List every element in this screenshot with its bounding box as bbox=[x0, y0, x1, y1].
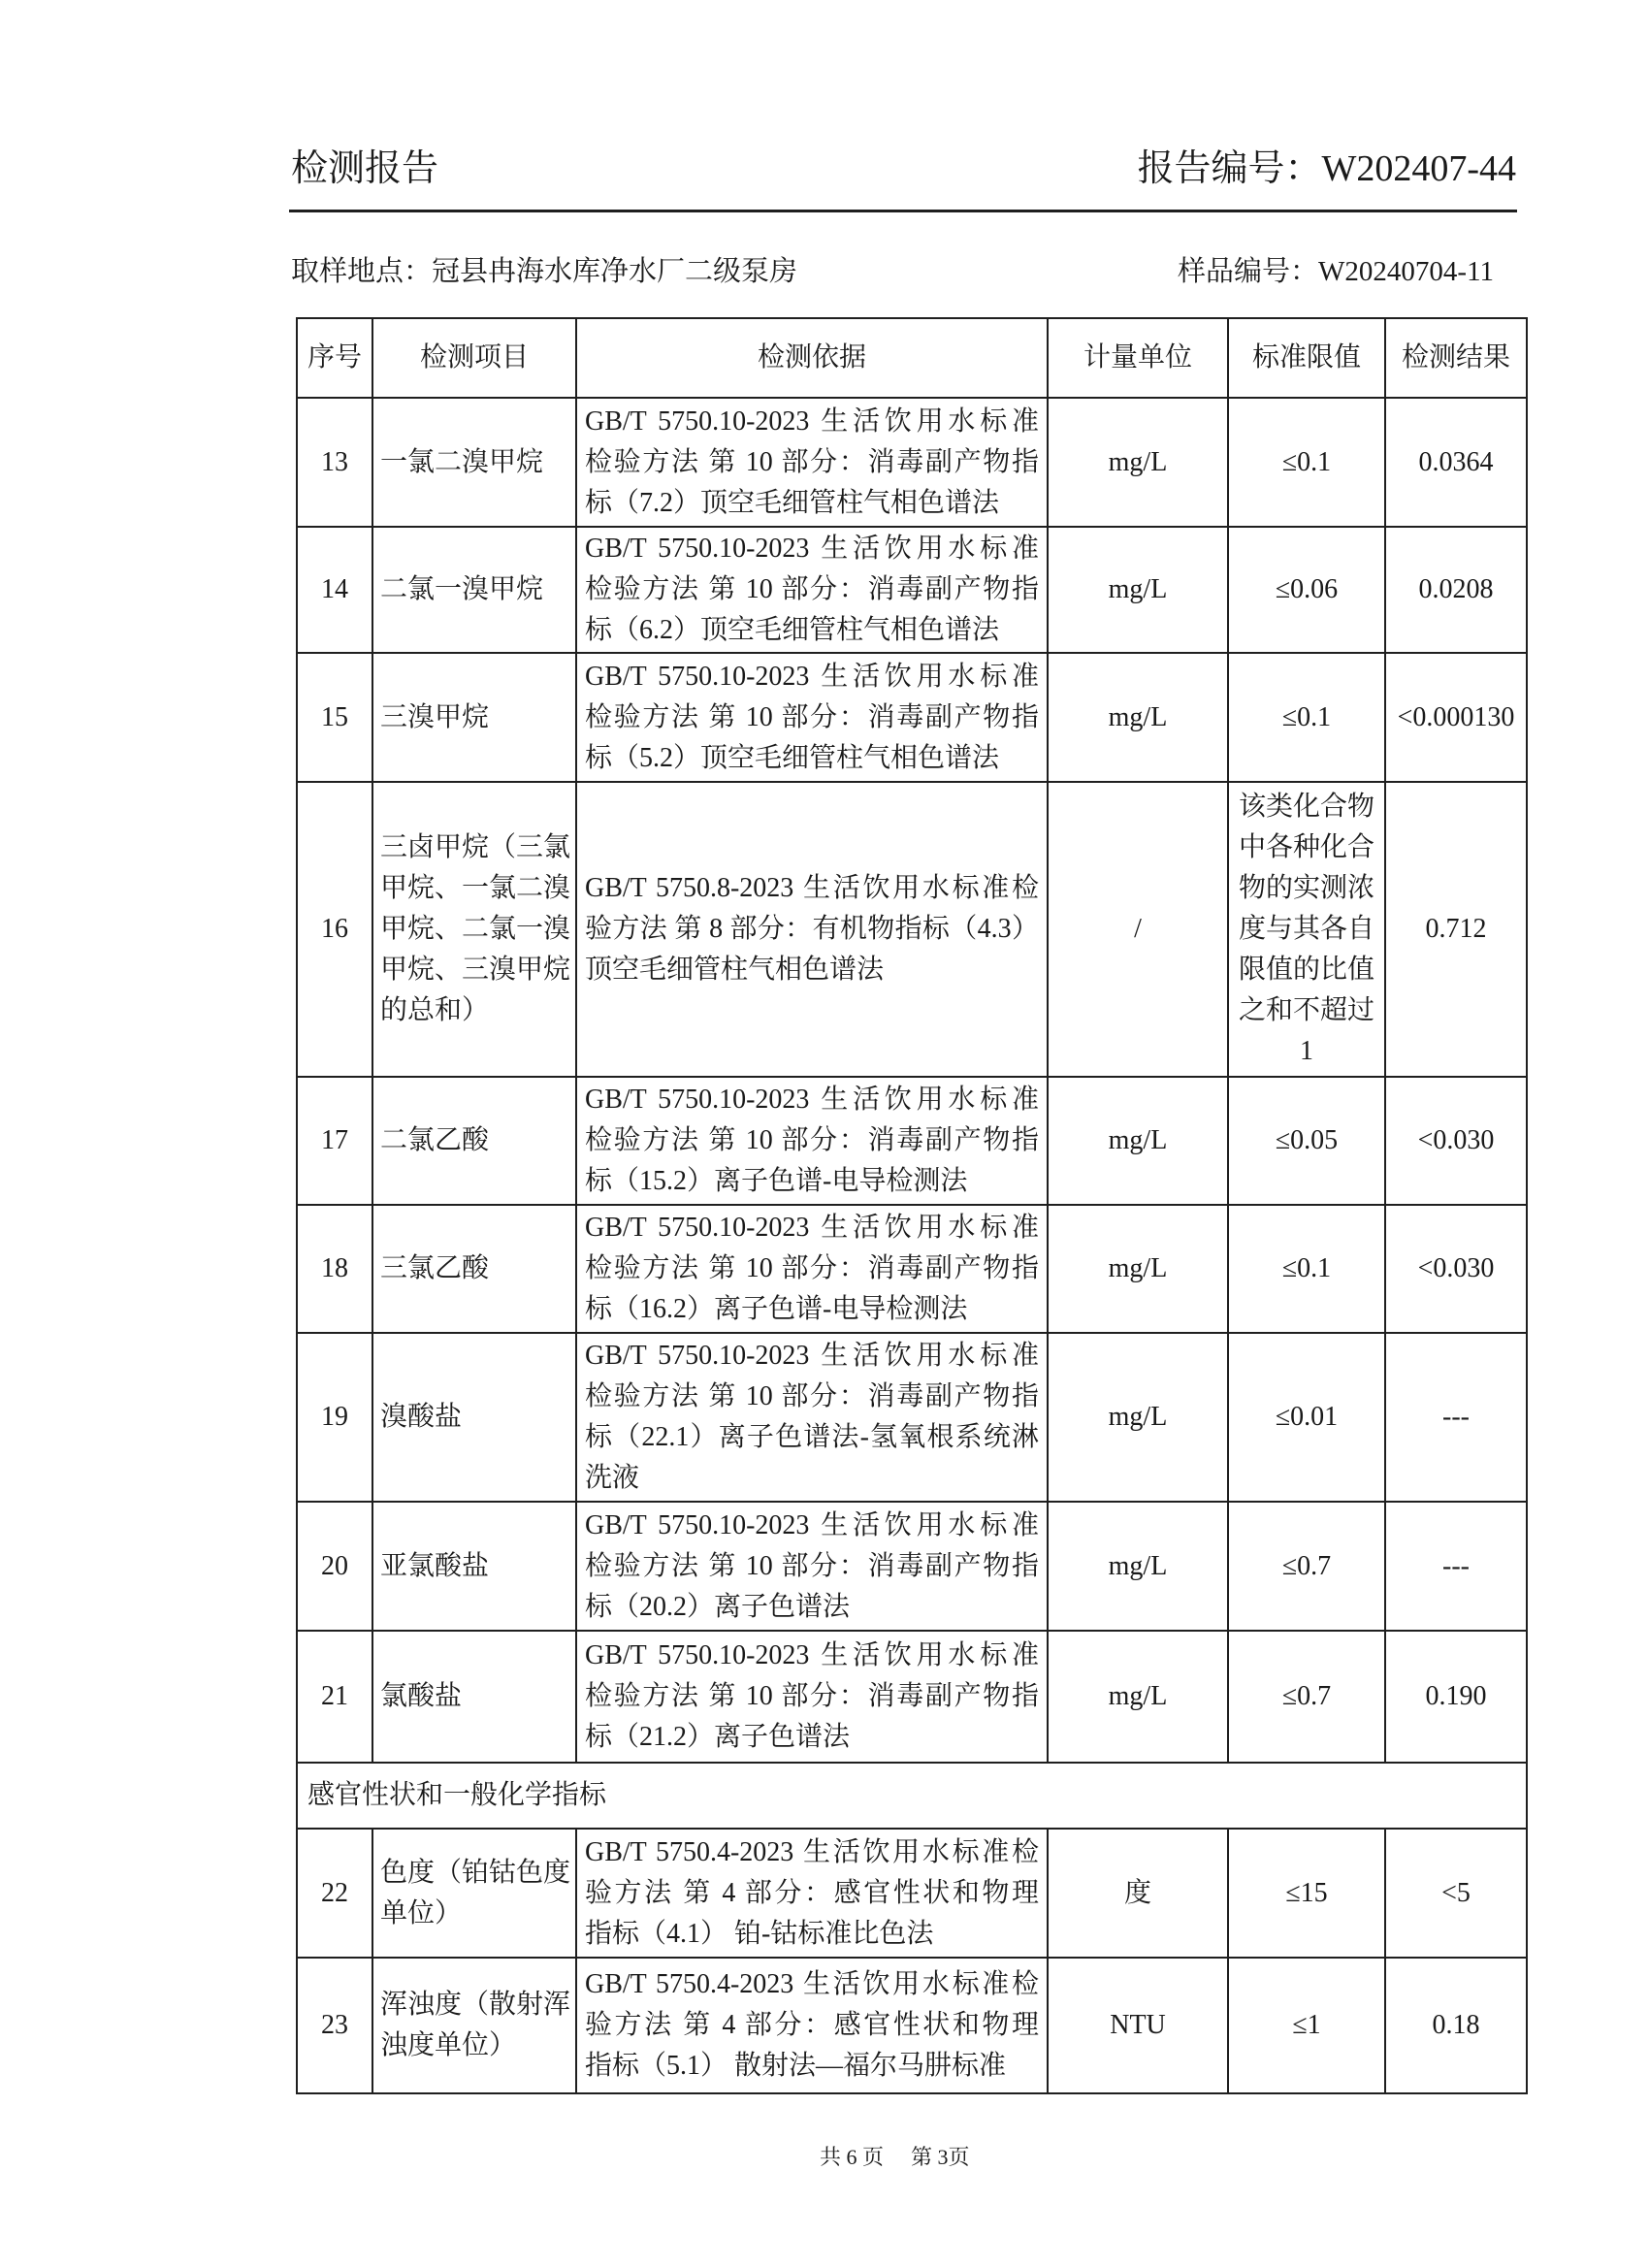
page-total: 共 6 页 bbox=[820, 2145, 885, 2169]
cell-line: 二氯乙酸 bbox=[380, 1125, 490, 1155]
sampling-site bbox=[291, 250, 797, 293]
cell-unit: 度 bbox=[1048, 1829, 1228, 1958]
table-row bbox=[297, 1205, 1527, 1333]
cell-line: GB/T 5750.10-2023 生活饮用水标准 bbox=[585, 661, 1039, 692]
cell-line: 验方法 第 8 部分：有机物指标（4.3） bbox=[585, 914, 1039, 944]
cell-line: 浊度单位） bbox=[380, 2030, 517, 2060]
cell-line: GB/T 5750.10-2023 生活饮用水标准 bbox=[585, 405, 1039, 437]
cell-line: ≤0.06 bbox=[1275, 574, 1339, 604]
cell-unit: mg/L bbox=[1048, 1631, 1228, 1763]
report-header bbox=[291, 142, 1516, 196]
table-row bbox=[297, 1502, 1527, 1631]
cell-line: ≤0.1 bbox=[1281, 701, 1332, 732]
cell-line: ≤0.05 bbox=[1275, 1125, 1339, 1155]
cell-item bbox=[372, 1077, 576, 1205]
cell-limit bbox=[1228, 1333, 1385, 1502]
cell-line: 1 bbox=[1300, 1036, 1313, 1066]
cell-limit bbox=[1228, 1077, 1385, 1205]
cell-result: <5 bbox=[1385, 1829, 1527, 1958]
report-number-value: W202407-44 bbox=[1321, 148, 1516, 189]
cell-item bbox=[372, 398, 576, 527]
cell-line: 三卤甲烷（三氯 bbox=[380, 832, 571, 862]
cell-line: 标（20.2）离子色谱法 bbox=[585, 1591, 851, 1622]
cell-line: 标（16.2）离子色谱-电导检测法 bbox=[585, 1294, 968, 1324]
cell-line: 检验方法 第 10 部分：消毒副产物指 bbox=[585, 1550, 1039, 1581]
cell-line: 浑浊度（散射浑 bbox=[380, 1990, 571, 2020]
cell-unit: mg/L bbox=[1048, 527, 1228, 653]
cell-item bbox=[372, 1502, 576, 1631]
cell-line: 二氯一溴甲烷 bbox=[380, 574, 544, 604]
report-number-label: 报告编号： bbox=[1137, 148, 1322, 189]
cell-basis bbox=[576, 527, 1048, 653]
cell-line: GB/T 5750.10-2023 生活饮用水标准 bbox=[585, 1341, 1039, 1371]
cell-line: GB/T 5750.10-2023 生活饮用水标准 bbox=[585, 1509, 1039, 1540]
cell-item bbox=[372, 527, 576, 653]
cell-result: <0.030 bbox=[1385, 1205, 1527, 1333]
sample-number bbox=[1178, 250, 1494, 293]
cell-line: GB/T 5750.10-2023 生活饮用水标准 bbox=[585, 1640, 1039, 1670]
cell-line: 亚氯酸盐 bbox=[380, 1550, 490, 1581]
cell-limit bbox=[1228, 1502, 1385, 1631]
table-row bbox=[297, 653, 1527, 782]
cell-result: 0.0208 bbox=[1385, 527, 1527, 653]
cell-result: 0.18 bbox=[1385, 1958, 1527, 2093]
cell-number: 19 bbox=[297, 1333, 372, 1502]
cell-line: 检验方法 第 10 部分：消毒副产物指 bbox=[585, 1253, 1039, 1283]
cell-line: 一氯二溴甲烷 bbox=[380, 446, 544, 477]
cell-line: GB/T 5750.4-2023 生活饮用水标准检 bbox=[585, 1836, 1039, 1867]
cell-result: --- bbox=[1385, 1333, 1527, 1502]
cell-line: ≤15 bbox=[1285, 1877, 1328, 1908]
cell-unit: mg/L bbox=[1048, 653, 1228, 782]
table-row bbox=[297, 1631, 1527, 1763]
cell-line: ≤1 bbox=[1292, 2010, 1321, 2040]
cell-line: 的总和） bbox=[380, 995, 490, 1025]
cell-number: 13 bbox=[297, 398, 372, 527]
cell-line: GB/T 5750.10-2023 生活饮用水标准 bbox=[585, 1085, 1039, 1115]
column-header: 序号 bbox=[297, 318, 372, 398]
cell-line: 检验方法 第 10 部分：消毒副产物指 bbox=[585, 1381, 1039, 1411]
cell-line: 甲烷、一氯二溴 bbox=[380, 873, 571, 903]
section-title: 感官性状和一般化学指标 bbox=[297, 1763, 1527, 1829]
sampling-site-label: 取样地点： bbox=[291, 256, 433, 287]
cell-line: 检验方法 第 10 部分：消毒副产物指 bbox=[585, 701, 1039, 732]
cell-unit: mg/L bbox=[1048, 1077, 1228, 1205]
table-header-row bbox=[297, 318, 1527, 398]
cell-item bbox=[372, 1958, 576, 2093]
cell-basis bbox=[576, 1631, 1048, 1763]
cell-line: 标（5.2）顶空毛细管柱气相色谱法 bbox=[585, 742, 1000, 773]
cell-line: 标（6.2）顶空毛细管柱气相色谱法 bbox=[585, 615, 1000, 645]
cell-limit bbox=[1228, 653, 1385, 782]
cell-item bbox=[372, 653, 576, 782]
table-row bbox=[297, 782, 1527, 1077]
cell-basis bbox=[576, 1829, 1048, 1958]
cell-item bbox=[372, 1829, 576, 1958]
sampling-site-value: 冠县冉海水库净水厂二级泵房 bbox=[432, 256, 798, 287]
cell-basis bbox=[576, 1205, 1048, 1333]
cell-line: ≤0.1 bbox=[1281, 446, 1332, 477]
cell-basis bbox=[576, 653, 1048, 782]
cell-line: 标（15.2）离子色谱-电导检测法 bbox=[585, 1166, 968, 1196]
cell-limit bbox=[1228, 527, 1385, 653]
cell-unit: NTU bbox=[1048, 1958, 1228, 2093]
cell-unit: mg/L bbox=[1048, 1333, 1228, 1502]
cell-line: 验方法 第 4 部分：感官性状和物理 bbox=[585, 2010, 1039, 2040]
sample-info bbox=[291, 250, 1494, 293]
cell-line: 三氯乙酸 bbox=[380, 1253, 490, 1283]
table-row bbox=[297, 1829, 1527, 1958]
table-row bbox=[297, 1333, 1527, 1502]
cell-line: ≤0.7 bbox=[1281, 1681, 1332, 1711]
cell-limit bbox=[1228, 1631, 1385, 1763]
cell-line: 物的实测浓 bbox=[1238, 873, 1374, 903]
cell-number: 18 bbox=[297, 1205, 372, 1333]
table-row bbox=[297, 1958, 1527, 2093]
sample-number-label: 样品编号： bbox=[1178, 256, 1319, 287]
cell-number: 22 bbox=[297, 1829, 372, 1958]
cell-basis bbox=[576, 1958, 1048, 2093]
cell-line: GB/T 5750.10-2023 生活饮用水标准 bbox=[585, 534, 1039, 564]
cell-number: 23 bbox=[297, 1958, 372, 2093]
cell-result: 0.712 bbox=[1385, 782, 1527, 1077]
table-row bbox=[297, 398, 1527, 527]
report-number bbox=[1137, 142, 1516, 196]
cell-result: 0.0364 bbox=[1385, 398, 1527, 527]
cell-line: 指标（5.1） 散射法—福尔马肼标准 bbox=[585, 2051, 1007, 2081]
cell-line: 验方法 第 4 部分：感官性状和物理 bbox=[585, 1877, 1039, 1908]
cell-line: 中各种化合 bbox=[1238, 832, 1374, 862]
cell-line: 三溴甲烷 bbox=[380, 701, 490, 732]
cell-limit bbox=[1228, 1829, 1385, 1958]
sample-number-value: W20240704-11 bbox=[1318, 256, 1494, 287]
cell-basis bbox=[576, 1077, 1048, 1205]
cell-line: 顶空毛细管柱气相色谱法 bbox=[585, 955, 885, 985]
table-body bbox=[297, 398, 1527, 2093]
column-header: 检测结果 bbox=[1385, 318, 1527, 398]
cell-result: --- bbox=[1385, 1502, 1527, 1631]
cell-line: 溴酸盐 bbox=[380, 1402, 463, 1432]
header-divider bbox=[289, 210, 1517, 212]
cell-line: ≤0.01 bbox=[1275, 1402, 1339, 1432]
cell-line: 标（7.2）顶空毛细管柱气相色谱法 bbox=[585, 487, 1000, 518]
cell-line: 氯酸盐 bbox=[380, 1681, 463, 1711]
cell-limit bbox=[1228, 782, 1385, 1077]
cell-line: 之和不超过 bbox=[1238, 995, 1374, 1025]
cell-line: 指标（4.1） 铂-钴标准比色法 bbox=[585, 1918, 934, 1949]
cell-result: 0.190 bbox=[1385, 1631, 1527, 1763]
column-header: 计量单位 bbox=[1048, 318, 1228, 398]
cell-line: ≤0.7 bbox=[1281, 1550, 1332, 1581]
cell-line: 检验方法 第 10 部分：消毒副产物指 bbox=[585, 574, 1039, 604]
cell-line: 检验方法 第 10 部分：消毒副产物指 bbox=[585, 446, 1039, 477]
cell-unit: / bbox=[1048, 782, 1228, 1077]
cell-line: 限值的比值 bbox=[1238, 955, 1374, 985]
cell-item bbox=[372, 782, 576, 1077]
cell-line: ≤0.1 bbox=[1281, 1253, 1332, 1283]
cell-line: 洗液 bbox=[585, 1463, 640, 1493]
cell-line: 检验方法 第 10 部分：消毒副产物指 bbox=[585, 1681, 1039, 1711]
column-header: 检测项目 bbox=[372, 318, 576, 398]
cell-item bbox=[372, 1333, 576, 1502]
cell-line: GB/T 5750.8-2023 生活饮用水标准检 bbox=[585, 873, 1039, 903]
cell-line: 单位） bbox=[380, 1897, 463, 1928]
cell-limit bbox=[1228, 398, 1385, 527]
results-table bbox=[296, 317, 1528, 2094]
cell-line: 标（21.2）离子色谱法 bbox=[585, 1722, 851, 1752]
cell-basis bbox=[576, 398, 1048, 527]
cell-result: <0.000130 bbox=[1385, 653, 1527, 782]
cell-result: <0.030 bbox=[1385, 1077, 1527, 1205]
cell-number: 17 bbox=[297, 1077, 372, 1205]
cell-line: 甲烷、三溴甲烷 bbox=[380, 955, 571, 985]
page-current: 第 3页 bbox=[911, 2145, 970, 2169]
cell-line: GB/T 5750.10-2023 生活饮用水标准 bbox=[585, 1213, 1039, 1243]
cell-basis bbox=[576, 1333, 1048, 1502]
cell-line: 该类化合物 bbox=[1238, 792, 1374, 822]
table-row bbox=[297, 1077, 1527, 1205]
cell-line: 度与其各自 bbox=[1238, 914, 1374, 944]
cell-basis bbox=[576, 782, 1048, 1077]
cell-line: 标（22.1）离子色谱法-氢氧根系统淋 bbox=[585, 1422, 1039, 1452]
cell-line: 检验方法 第 10 部分：消毒副产物指 bbox=[585, 1125, 1039, 1155]
cell-limit bbox=[1228, 1958, 1385, 2093]
cell-unit: mg/L bbox=[1048, 398, 1228, 527]
report-title: 检测报告 bbox=[291, 148, 439, 189]
section-row bbox=[297, 1763, 1527, 1829]
cell-unit: mg/L bbox=[1048, 1205, 1228, 1333]
column-header: 检测依据 bbox=[576, 318, 1048, 398]
table-row bbox=[297, 527, 1527, 653]
cell-item bbox=[372, 1205, 576, 1333]
cell-line: GB/T 5750.4-2023 生活饮用水标准检 bbox=[585, 1969, 1039, 1999]
cell-unit: mg/L bbox=[1048, 1502, 1228, 1631]
cell-basis bbox=[576, 1502, 1048, 1631]
cell-number: 16 bbox=[297, 782, 372, 1077]
page-footer bbox=[820, 2142, 970, 2173]
cell-limit bbox=[1228, 1205, 1385, 1333]
column-header: 标准限值 bbox=[1228, 318, 1385, 398]
cell-number: 20 bbox=[297, 1502, 372, 1631]
cell-number: 14 bbox=[297, 527, 372, 653]
cell-number: 15 bbox=[297, 653, 372, 782]
cell-line: 甲烷、二氯一溴 bbox=[380, 914, 571, 944]
cell-number: 21 bbox=[297, 1631, 372, 1763]
cell-line: 色度（铂钴色度 bbox=[380, 1857, 571, 1888]
cell-item bbox=[372, 1631, 576, 1763]
